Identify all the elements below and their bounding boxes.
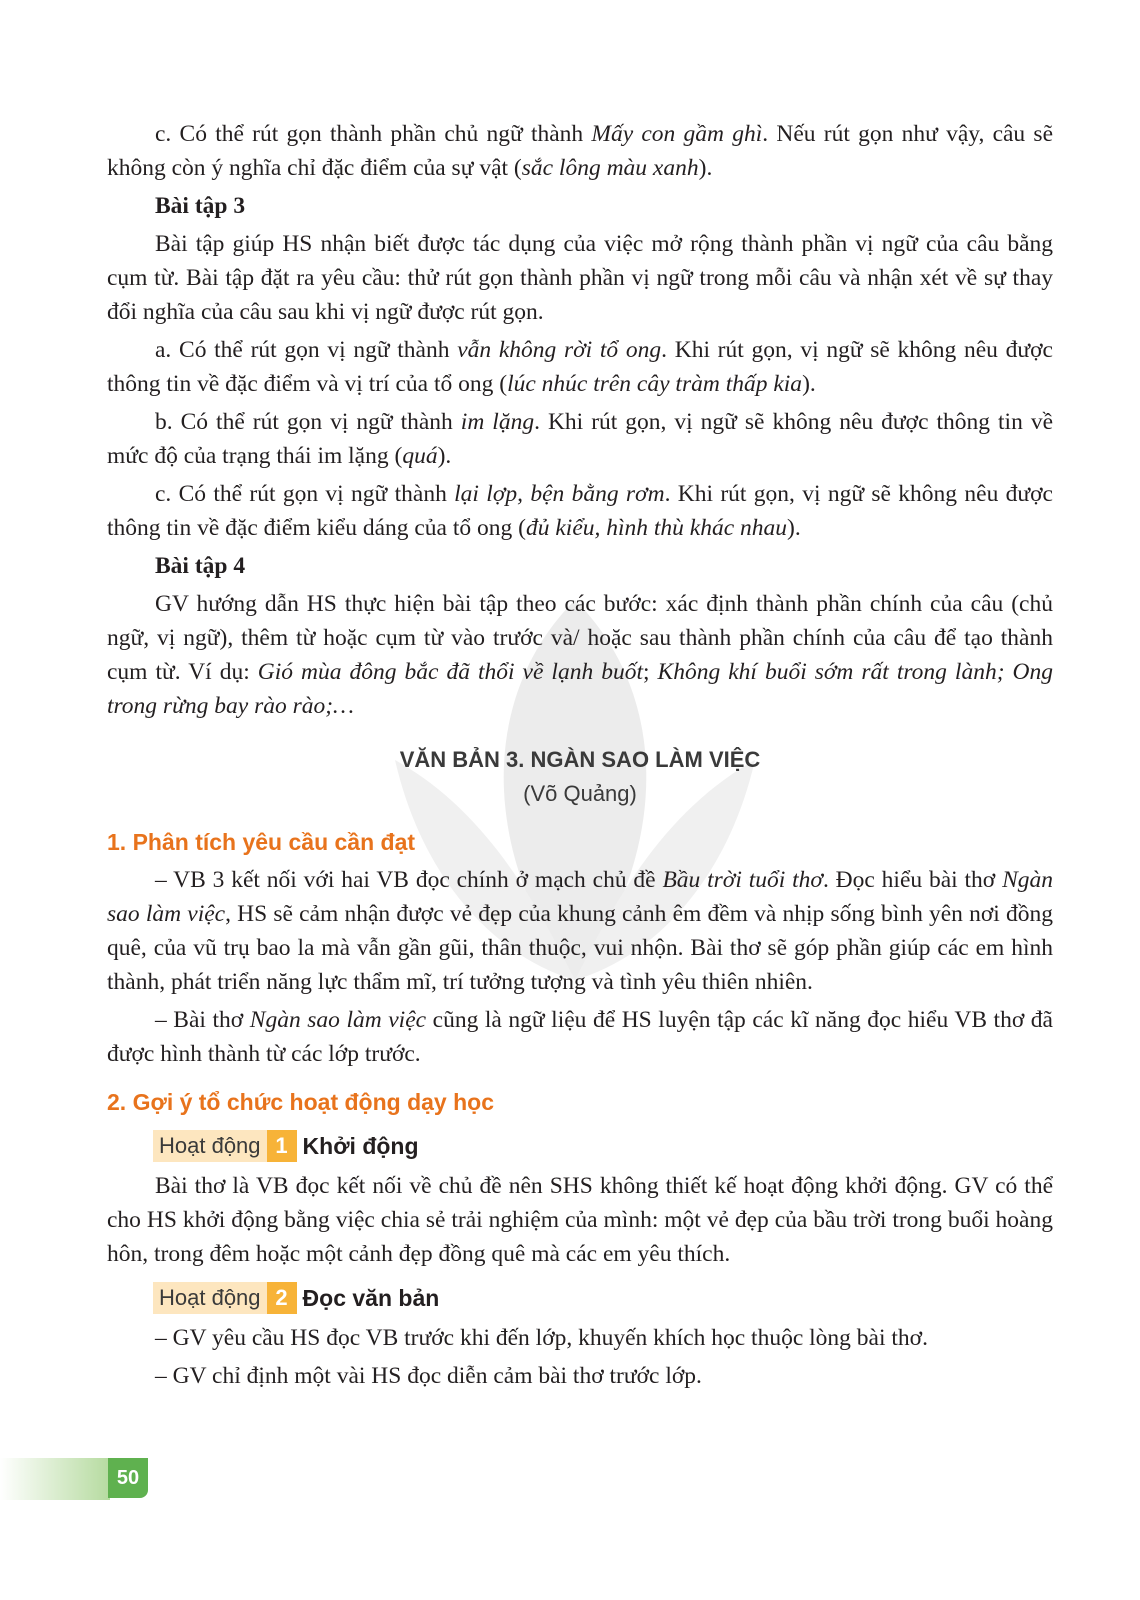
paragraph-exercise2-c [107, 117, 1053, 185]
text: – VB 3 kết nối với hai VB đọc chính ở mạch chủ đề [155, 867, 663, 893]
activity-1-text: Bài thơ là VB đọc kết nối về chủ đề nên SHS không thiết kế hoạt động khởi động. GV có thể cho HS khởi động bằng việc chia sẻ trải nghiệm của mình: một vẻ đẹp của bầu trời trong buổi hoàng hôn, trong đêm hoặc một cảnh đẹp đồng quê mà các em yêu thích. [107, 1173, 1053, 1267]
section-heading-2: 2. Gợi ý tổ chức hoạt động dạy học [107, 1089, 494, 1115]
text: c. Có thể rút gọn thành phần chủ ngữ thành [155, 121, 592, 147]
activity-label: Hoạt động [153, 1282, 267, 1314]
paragraph-exercise4 [107, 587, 1053, 723]
paragraph-exercise3-a [107, 333, 1053, 401]
activity-2-bullet-2: – GV chỉ định một vài HS đọc diễn cảm bài thơ trước lớp. [155, 1363, 702, 1389]
activity-number-badge: 1 [267, 1130, 297, 1162]
activity-2-header [153, 1281, 1053, 1315]
exercise-3-heading: Bài tập 3 [155, 193, 246, 219]
text: , HS sẽ cảm nhận được vẻ đẹp của khung cảnh êm đềm và nhịp sống bình yên nơi đồng quê, của vũ trụ bao la mà vẫn gần gũi, thân thuộc, vui nhộn. Bài thơ sẽ góp phần giúp các em hình thành, phát triển năng lực thẩm mĩ, trí tưởng tượng và tình yêu thiên nhiên. [107, 901, 1053, 995]
text: cũng là ngữ liệu để HS luyện tập các kĩ năng đọc hiểu VB thơ đã được hình thành từ các lớp trước. [107, 1007, 1053, 1067]
text-title: VĂN BẢN 3. NGÀN SAO LÀM VIỆC [399, 747, 761, 772]
italic-text: Ngàn sao làm việc [249, 1007, 427, 1033]
text: . Khi rút gọn, vị ngữ sẽ không nêu được thông tin về đặc điểm kiểu dáng của tổ ong ( [107, 481, 1053, 541]
text: b. Có thể rút gọn vị ngữ thành [155, 409, 461, 435]
text: . Khi rút gọn, vị ngữ sẽ không nêu được thông tin về đặc điểm và vị trí của tổ ong ( [107, 337, 1053, 397]
italic-text: đủ kiểu, hình thù khác nhau [525, 515, 788, 541]
italic-text: im lặng [460, 409, 535, 435]
activity-2-bullet-1: – GV yêu cầu HS đọc VB trước khi đến lớp, khuyến khích học thuộc lòng bài thơ. [155, 1325, 928, 1351]
activity-number-badge: 2 [267, 1282, 297, 1314]
text-author: (Võ Quảng) [523, 781, 637, 806]
activity-title: Khởi động [302, 1132, 419, 1159]
paragraph-section1-1 [107, 863, 1053, 999]
text: ). [437, 443, 452, 469]
section-heading-1: 1. Phân tích yêu cầu cần đạt [107, 829, 416, 855]
page-number: 50 [108, 1458, 148, 1498]
text: ). [802, 371, 816, 397]
exercise-3-description: Bài tập giúp HS nhận biết được tác dụng của việc mở rộng thành phần vị ngữ của câu bằng cụm từ. Bài tập đặt ra yêu cầu: thử rút gọn thành phần vị ngữ trong mỗi câu và nhận xét về sự thay đổi nghĩa của câu sau khi vị ngữ được rút gọn. [107, 231, 1053, 325]
italic-text: lại lợp, bện bằng rơm [454, 481, 665, 507]
paragraph-section1-2 [107, 1003, 1053, 1071]
italic-text: quá [402, 443, 438, 469]
italic-text: vẫn không rời tổ ong [457, 337, 662, 363]
italic-text: Bầu trời tuổi thơ [662, 867, 823, 893]
italic-text: Mấy con gầm ghì [591, 121, 763, 147]
text: . Khi rút gọn, vị ngữ sẽ không nêu được thông tin về mức độ của trạng thái im lặng ( [107, 409, 1053, 469]
text: a. Có thể rút gọn vị ngữ thành [155, 337, 458, 363]
italic-text: Không khí buổi sớm rất trong lành; Ong trong rừng bay rào rào;… [107, 659, 1054, 719]
activity-1-header [153, 1129, 1053, 1163]
text: ). [698, 155, 713, 181]
paragraph-exercise3-b [107, 405, 1053, 473]
text: . Đọc hiểu bài thơ [822, 867, 1003, 893]
activity-label: Hoạt động [153, 1130, 267, 1162]
text: c. Có thể rút gọn vị ngữ thành [155, 481, 455, 507]
exercise-4-heading: Bài tập 4 [155, 553, 246, 579]
italic-text: Gió mùa đông bắc đã thổi về lạnh buốt [257, 659, 643, 685]
text: – Bài thơ [155, 1007, 250, 1033]
paragraph-exercise3-c [107, 477, 1053, 545]
italic-text: Ngàn sao làm việc [107, 867, 1053, 927]
italic-text: lúc nhúc trên cây tràm thấp kia [507, 371, 803, 397]
italic-text: sắc lông màu xanh [521, 155, 699, 181]
page-content [107, 117, 1053, 1393]
text: GV hướng dẫn HS thực hiện bài tập theo các bước: xác định thành phần chính của câu (chủ ngữ, vị ngữ), thêm từ hoặc cụm từ vào trước và/ hoặc sau thành phần chính của câu để tạo thành cụm từ. Ví dụ: [107, 591, 1053, 685]
text-title-block [107, 743, 1053, 811]
footer-green-bar [0, 1458, 110, 1500]
activity-title: Đọc văn bản [302, 1284, 440, 1311]
text: . Nếu rút gọn như vậy, câu sẽ không còn ý nghĩa chỉ đặc điểm của sự vật ( [107, 121, 1053, 181]
text: ). [787, 515, 801, 541]
text: ; [643, 659, 658, 685]
